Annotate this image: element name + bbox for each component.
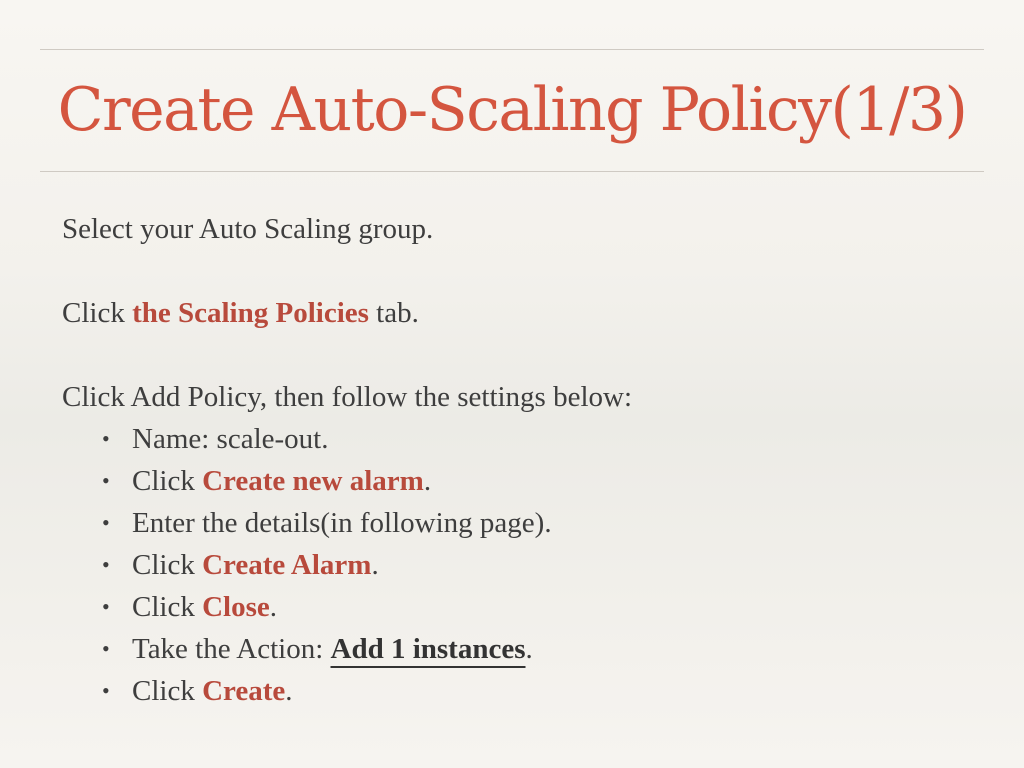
list-item: • Click Create. <box>62 670 982 712</box>
settings-steps-list <box>62 418 982 712</box>
slide-title: Create Auto-Scaling Policy(1/3) <box>57 75 967 145</box>
list-item: • Click Close. <box>62 586 982 628</box>
list-item: • Take the Action: Add 1 instances. <box>62 628 982 670</box>
scaling-policies-highlight: the Scaling Policies <box>132 297 369 329</box>
list-item: • Name: scale-out. <box>62 418 982 460</box>
close-highlight: Close <box>202 591 270 623</box>
bullet-icon: • <box>102 426 110 451</box>
list-item: • Click Create new alarm. <box>62 460 982 502</box>
instruction-scaling-policies-tab: Click the Scaling Policies tab. <box>62 297 419 329</box>
bullet-icon: • <box>102 510 110 535</box>
list-item: • Enter the details(in following page). <box>62 502 982 544</box>
title-bottom-rule <box>40 171 984 172</box>
instruction-select-group: Select your Auto Scaling group. <box>62 213 434 245</box>
bullet-icon: • <box>102 636 110 661</box>
slide-body <box>62 208 982 712</box>
bullet-icon: • <box>102 594 110 619</box>
bullet-icon: • <box>102 468 110 493</box>
create-new-alarm-highlight: Create new alarm <box>202 465 424 497</box>
bullet-icon: • <box>102 678 110 703</box>
title-top-rule <box>40 49 984 50</box>
list-item: • Click Create Alarm. <box>62 544 982 586</box>
create-highlight: Create <box>202 675 286 707</box>
bullet-icon: • <box>102 552 110 577</box>
instruction-add-policy: Click Add Policy, then follow the settings below: <box>62 381 633 413</box>
add-instances-underlined: Add 1 instances <box>330 633 526 665</box>
create-alarm-highlight: Create Alarm <box>202 549 372 581</box>
